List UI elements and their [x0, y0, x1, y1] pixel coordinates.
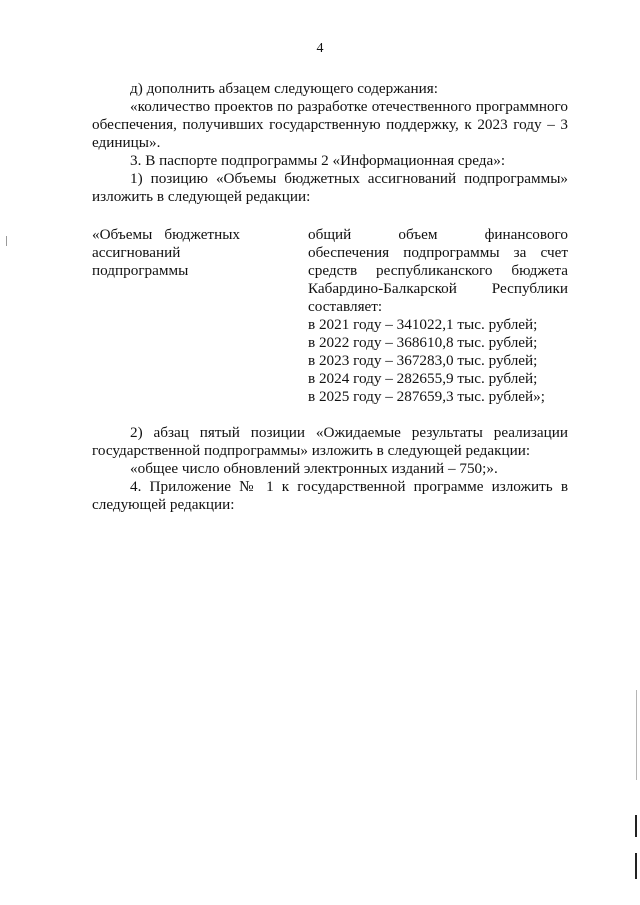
budget-year-2022: в 2022 году – 368610,8 тыс. рублей; — [308, 334, 538, 351]
scan-edge-mark — [635, 815, 637, 837]
budget-table-value-line: общий объем финансового — [308, 226, 568, 243]
budget-table — [92, 226, 568, 406]
budget-year-2021: в 2021 году – 341022,1 тыс. рублей; — [308, 316, 538, 333]
scan-edge-mark — [636, 690, 637, 780]
paragraph-item-3: 3. В паспорте подпрограммы 2 «Информационная среда»: — [130, 152, 506, 169]
paragraph-quote-projects: «количество проектов по разработке отечественного программного обеспечения, получивших государственную поддержку, к 2023 году – 3 единицы». — [92, 98, 568, 151]
budget-table-label-line: «Объемы бюджетных — [92, 226, 240, 243]
budget-table-value-line: составляет: — [308, 298, 383, 315]
budget-table-label-line: ассигнований — [92, 244, 181, 261]
budget-table-label-column — [92, 226, 308, 406]
budget-table-value-line: Кабардино-Балкарской Республики — [308, 280, 568, 297]
document-body — [92, 80, 568, 514]
scan-margin-mark — [6, 236, 7, 246]
page-number: 4 — [316, 41, 324, 56]
budget-table-value-line: средств республиканского бюджета — [308, 262, 568, 279]
budget-year-2024: в 2024 году – 282655,9 тыс. рублей; — [308, 370, 538, 387]
budget-year-2023: в 2023 году – 367283,0 тыс. рублей; — [308, 352, 538, 369]
budget-year-2025: в 2025 году – 287659,3 тыс. рублей»; — [308, 388, 545, 405]
paragraph-item-2: 2) абзац пятый позиции «Ожидаемые результаты реализации государственной подпрограммы» изложить в следующей редакции: — [92, 424, 568, 459]
budget-table-value-column — [308, 226, 568, 406]
paragraph-item-4: 4. Приложение № 1 к государственной программе изложить в следующей редакции: — [92, 478, 568, 513]
paragraph-item-d: д) дополнить абзацем следующего содержания: — [130, 80, 438, 97]
budget-table-value-line: обеспечения подпрограммы за счет — [308, 244, 568, 261]
paragraph-item-1: 1) позицию «Объемы бюджетных ассигнований подпрограммы» изложить в следующей редакции: — [92, 170, 568, 205]
scan-edge-mark — [635, 853, 637, 879]
budget-table-label-line: подпрограммы — [92, 262, 189, 279]
paragraph-quote-editions: «общее число обновлений электронных изданий – 750;». — [130, 460, 498, 477]
